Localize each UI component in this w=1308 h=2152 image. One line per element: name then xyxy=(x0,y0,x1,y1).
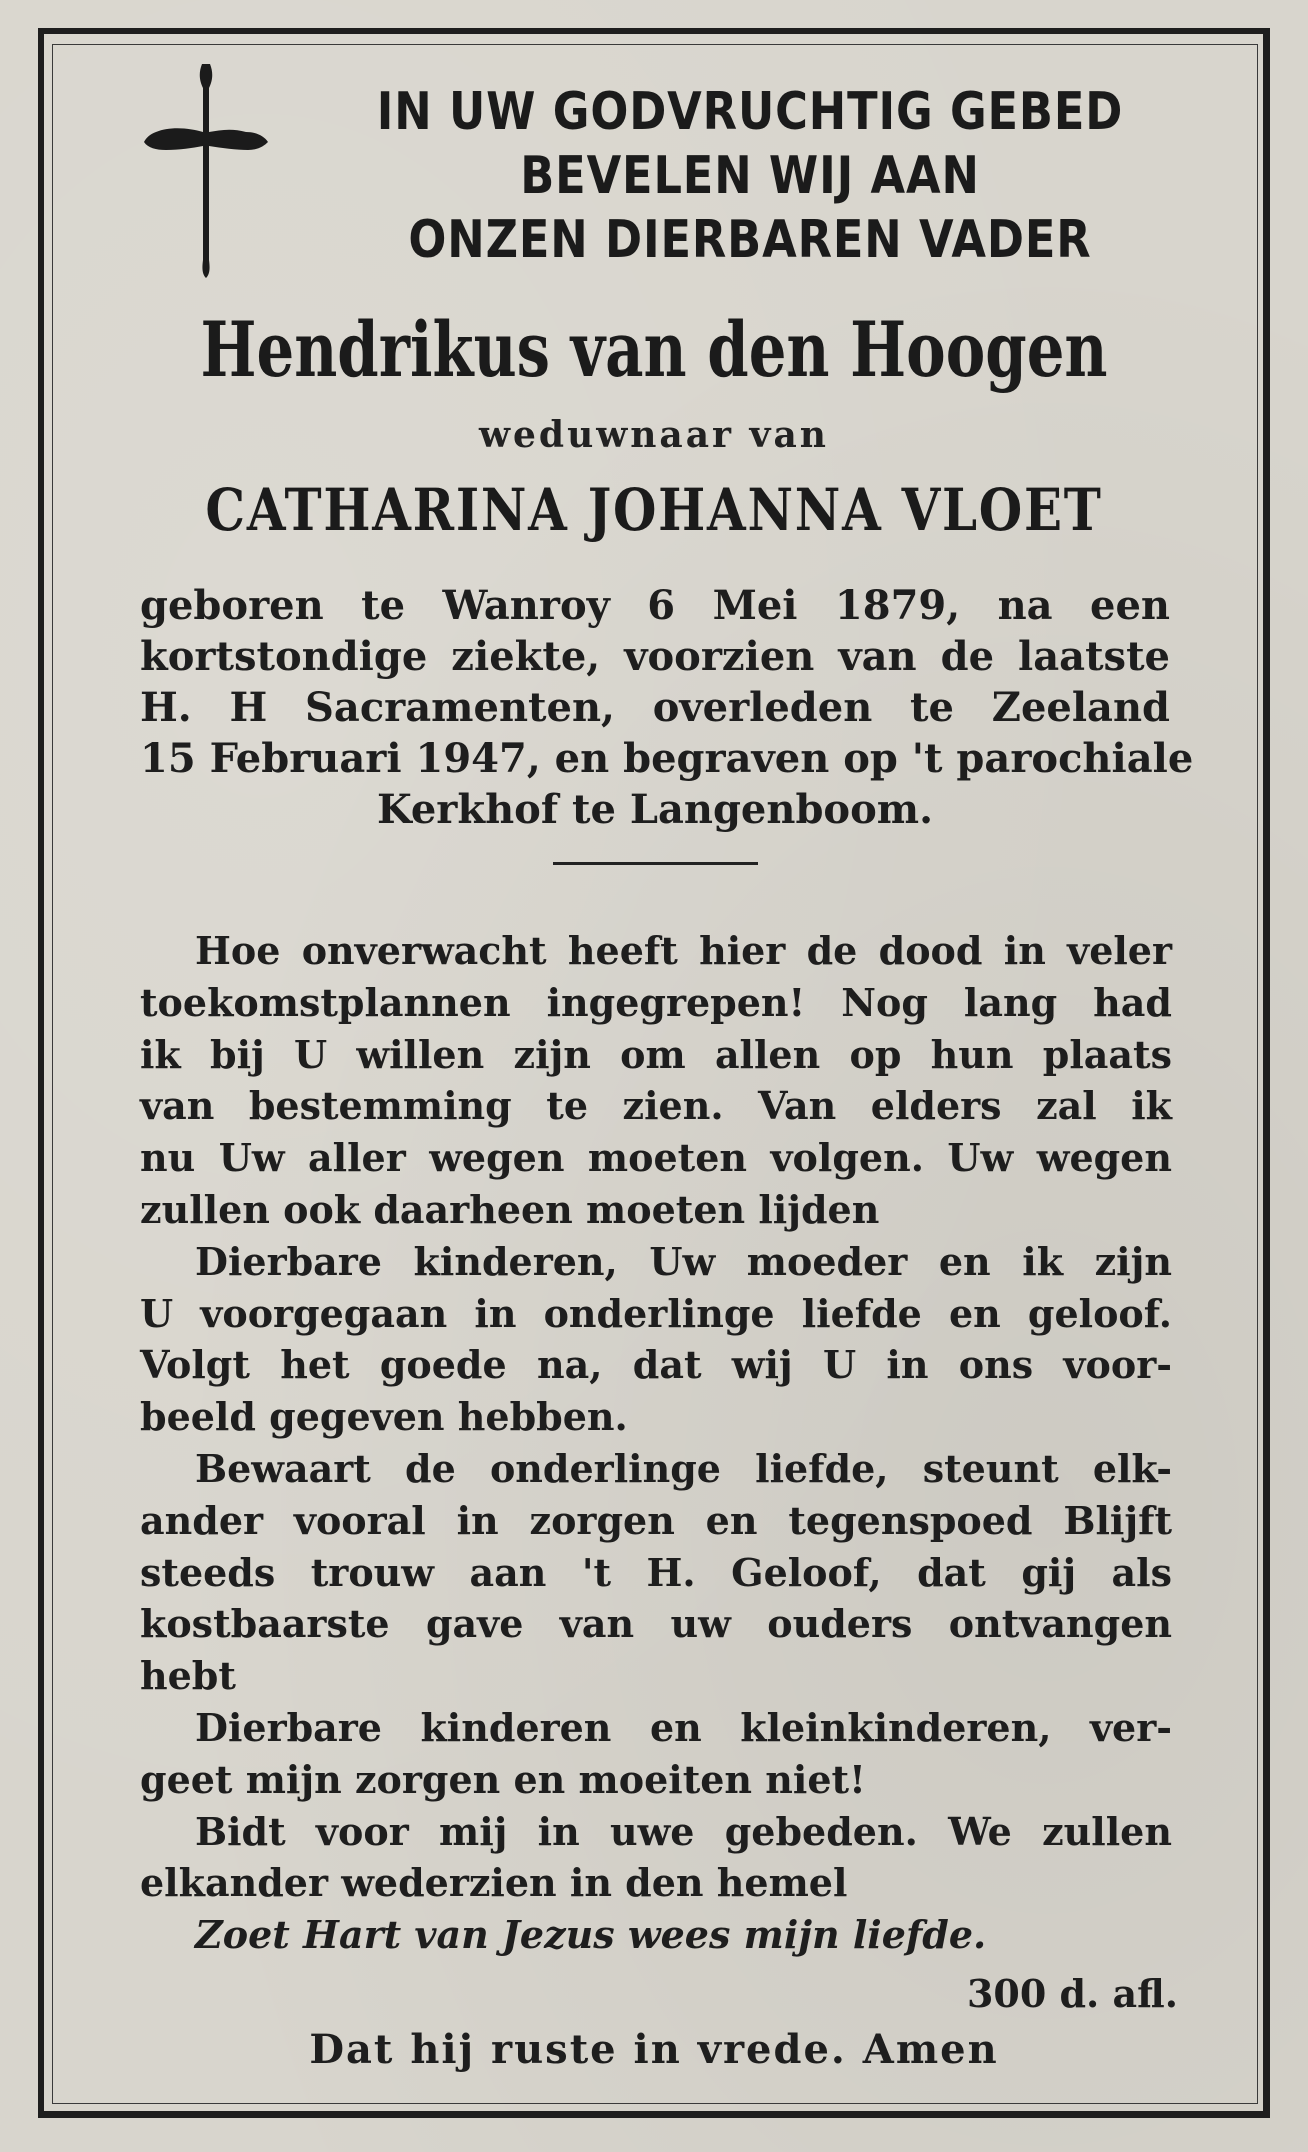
text-line: steeds trouw aan 't H. Geloof, dat gij als xyxy=(140,1549,1172,1595)
prayer-line: Zoet Hart van Jezus wees mijn liefde. xyxy=(195,1912,987,1958)
biography xyxy=(140,580,1194,835)
text-line: zullen ook daarheen moeten lijden xyxy=(140,1186,880,1232)
spouse-name: CATHARINA JOHANNA VLOET xyxy=(205,476,1103,544)
relation-label: weduwnaar van xyxy=(479,414,829,456)
text-line: ik bij U willen zijn om allen op hun plaats xyxy=(140,1031,1172,1077)
text-line: beeld gegeven hebben. xyxy=(140,1394,628,1440)
biography-line: Kerkhof te Langenboom. xyxy=(376,786,934,833)
text-line: ander vooral in zorgen en tegenspoed Blijft xyxy=(140,1497,1172,1543)
divider xyxy=(553,862,758,865)
indulgence-note: 300 d. afl. xyxy=(966,1971,1178,2016)
closing-line: Dat hij ruste in vrede. Amen xyxy=(309,2026,999,2073)
text-line: Bidt voor mij in uwe gebeden. We zullen xyxy=(195,1808,1172,1854)
header-line-1: IN UW GODVRUCHTIG GEBED xyxy=(376,82,1124,142)
cross-icon xyxy=(140,60,270,280)
text-line: Hoe onverwacht heeft hier de dood in veler xyxy=(195,928,1172,973)
text-line: elkander wederzien in den hemel xyxy=(140,1860,848,1906)
text-line: hebt xyxy=(140,1653,236,1699)
farewell-text xyxy=(140,925,1172,1961)
text-line: Dierbare kinderen en kleinkinderen, ver- xyxy=(195,1704,1172,1750)
biography-line: 15 Februari 1947, en begraven op 't parochiale xyxy=(140,735,1194,782)
text-line: Dierbare kinderen, Uw moeder en ik zijn xyxy=(195,1238,1172,1284)
text-line: kostbaarste gave van uw ouders ontvangen xyxy=(140,1601,1172,1647)
header-line-3: ONZEN DIERBAREN VADER xyxy=(408,210,1092,270)
biography-line: geboren te Wanroy 6 Mei 1879, na een xyxy=(140,582,1170,629)
text-line: nu Uw aller wegen moeten volgen. Uw wegen xyxy=(140,1135,1172,1181)
header-line-2: BEVELEN WIJ AAN xyxy=(520,146,980,206)
text-line: Bewaart de onderlinge liefde, steunt elk- xyxy=(195,1445,1172,1491)
biography-line: H. H Sacramenten, overleden te Zeeland xyxy=(140,684,1170,731)
header-invocation xyxy=(363,80,1137,272)
text-line: U voorgegaan in onderlinge liefde en geloof. xyxy=(140,1290,1172,1336)
text-line: toekomstplannen ingegrepen! Nog lang had xyxy=(140,979,1172,1025)
deceased-name: Hendrikus van den Hoogen xyxy=(200,305,1108,394)
text-line: geet mijn zorgen en moeiten niet! xyxy=(140,1756,866,1802)
text-line: van bestemming te zien. Van elders zal ik xyxy=(140,1083,1172,1129)
text-line: Volgt het goede na, dat wij U in ons voor- xyxy=(140,1342,1172,1388)
biography-line: kortstondige ziekte, voorzien van de laatste xyxy=(140,633,1170,680)
